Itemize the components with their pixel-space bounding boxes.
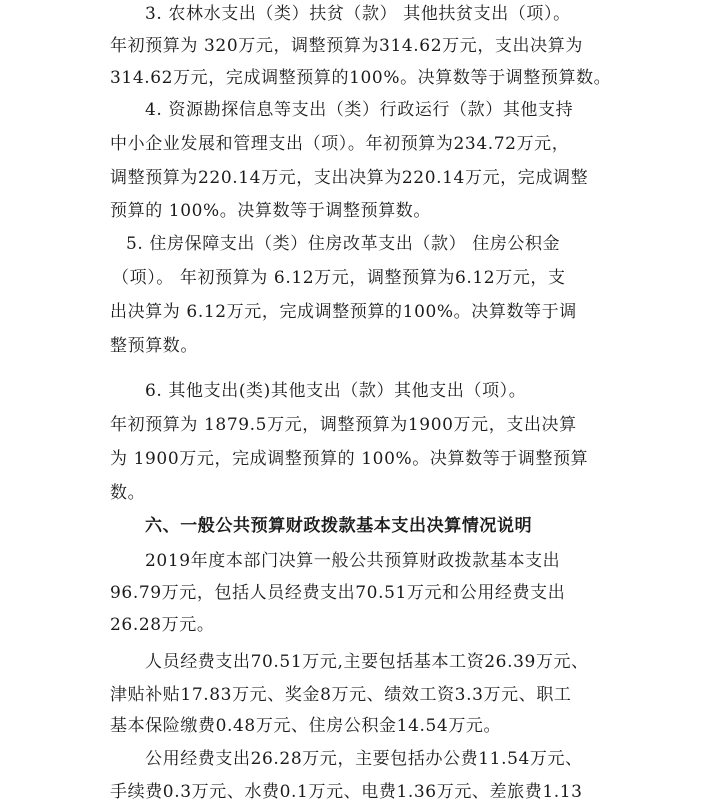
section-heading: 六、一般公共预算财政拨款基本支出决算情况说明 xyxy=(145,516,533,536)
paragraph-line: 5. 住房保障支出（类）住房改革支出（款） 住房公积金 xyxy=(126,234,561,254)
paragraph-line: 人员经费支出70.51万元,主要包括基本工资26.39万元、 xyxy=(145,652,589,672)
paragraph-line: 年初预算为 320万元，调整预算为314.62万元，支出决算为 xyxy=(110,36,583,56)
paragraph-line: 314.62万元，完成调整预算的100%。决算数等于调整预算数。 xyxy=(110,68,612,88)
paragraph-line: 4. 资源勘探信息等支出（类）行政运行（款）其他支持 xyxy=(145,100,574,120)
paragraph-line: 基本保险缴费0.48万元、住房公积金14.54万元。 xyxy=(110,716,502,736)
paragraph-line: 2019年度本部门决算一般公共预算财政拨款基本支出 xyxy=(145,551,561,571)
paragraph-line: 3. 农林水支出（类）扶贫（款） 其他扶贫支出（项）。 xyxy=(145,4,571,24)
paragraph-line: 数。 xyxy=(110,483,146,503)
paragraph-line: 手续费0.3万元、水费0.1万元、电费1.36万元、差旅费1.13 xyxy=(110,782,583,802)
paragraph-line: 26.28万元。 xyxy=(110,615,215,635)
paragraph-line: 出决算为 6.12万元，完成调整预算的100%。决算数等于调 xyxy=(110,302,577,322)
paragraph-line: 中小企业发展和管理支出（项）。年初预算为234.72万元， xyxy=(110,134,570,154)
paragraph-line: 为 1900万元，完成调整预算的 100%。决算数等于调整预算 xyxy=(110,449,589,469)
paragraph-line: 公用经费支出26.28万元，主要包括办公费11.54万元、 xyxy=(145,749,583,769)
paragraph-line: 津贴补贴17.83万元、奖金8万元、绩效工资3.3万元、职工 xyxy=(110,685,572,705)
paragraph-line: 年初预算为 1879.5万元，调整预算为1900万元，支出决算 xyxy=(110,415,577,435)
paragraph-line: 预算的 100%。决算数等于调整预算数。 xyxy=(110,201,432,221)
paragraph-line: 96.79万元，包括人员经费支出70.51万元和公用经费支出 xyxy=(110,583,566,603)
paragraph-line: （项）。 年初预算为 6.12万元，调整预算为6.12万元，支 xyxy=(112,268,566,288)
paragraph-line: 6. 其他支出(类)其他支出（款）其他支出（项）。 xyxy=(145,381,527,401)
paragraph-line: 整预算数。 xyxy=(110,336,198,356)
paragraph-line: 调整预算为220.14万元，支出决算为220.14万元，完成调整 xyxy=(110,168,589,188)
